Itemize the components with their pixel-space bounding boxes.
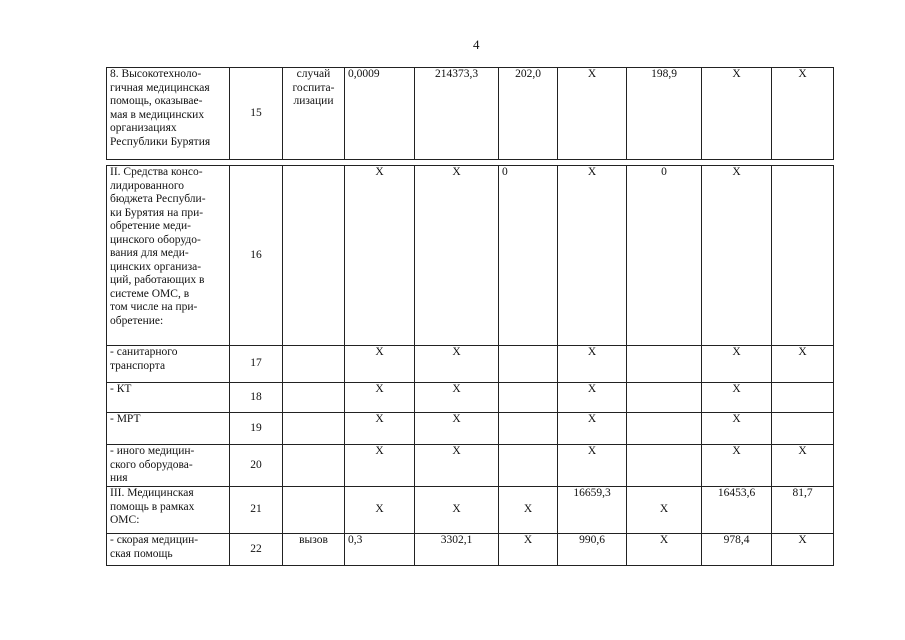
cell: 81,7: [772, 487, 834, 534]
cell: Х: [772, 445, 834, 487]
row-label: - иного медицин- ского оборудова- ния: [107, 445, 230, 487]
cell: Х: [702, 445, 772, 487]
cell: Х: [558, 166, 627, 346]
cell: [499, 413, 558, 445]
cell: 16453,6: [702, 487, 772, 534]
table-row: [107, 166, 834, 346]
table-row: [107, 346, 834, 383]
cell: 0: [499, 166, 558, 346]
row-number: 15: [230, 68, 283, 160]
cell: Х: [415, 166, 499, 346]
cell: Х: [345, 166, 415, 346]
table-row: [107, 413, 834, 445]
cell: [772, 166, 834, 346]
table-row: [107, 487, 834, 534]
row-label: - КТ: [107, 383, 230, 413]
cell: 0,0009: [345, 68, 415, 160]
unit-cell: [283, 166, 345, 346]
cell: Х: [345, 445, 415, 487]
cell: Х: [415, 487, 499, 534]
cell: Х: [345, 487, 415, 534]
unit-cell: [283, 487, 345, 534]
unit-cell: вызов: [283, 534, 345, 566]
cell: [627, 445, 702, 487]
cell: [627, 413, 702, 445]
row-number: 19: [230, 413, 283, 445]
row-number: 17: [230, 346, 283, 383]
unit-cell: [283, 413, 345, 445]
cell: Х: [558, 68, 627, 160]
cell: Х: [558, 383, 627, 413]
cell: Х: [345, 413, 415, 445]
table-row: [107, 383, 834, 413]
cell: Х: [702, 346, 772, 383]
cell: Х: [558, 413, 627, 445]
cell: Х: [415, 383, 499, 413]
row-number: 22: [230, 534, 283, 566]
unit-cell: [283, 383, 345, 413]
table-row: [107, 445, 834, 487]
cell: Х: [702, 68, 772, 160]
cell: 16659,3: [558, 487, 627, 534]
cell: Х: [345, 383, 415, 413]
cell: Х: [558, 445, 627, 487]
cell: [772, 383, 834, 413]
table-part-2: [106, 165, 834, 566]
cell: Х: [415, 346, 499, 383]
row-label: - скорая медицин- ская помощь: [107, 534, 230, 566]
page-number: 4: [473, 37, 480, 52]
cell: Х: [702, 166, 772, 346]
cell: Х: [627, 534, 702, 566]
row-number: 21: [230, 487, 283, 534]
table-row: [107, 68, 834, 160]
cell: Х: [415, 445, 499, 487]
cell: 214373,3: [415, 68, 499, 160]
cell: Х: [772, 534, 834, 566]
unit-cell: случай госпита- лизации: [283, 68, 345, 160]
cell: Х: [772, 346, 834, 383]
cell: 0,3: [345, 534, 415, 566]
cell: [772, 413, 834, 445]
cell: 202,0: [499, 68, 558, 160]
unit-cell: [283, 346, 345, 383]
cell: 198,9: [627, 68, 702, 160]
cell: Х: [499, 487, 558, 534]
row-label: 8. Высокотехноло- гичная медицинская помощь, оказывае- мая в медицинских организациях Республики Бурятия: [107, 68, 230, 160]
cell: Х: [702, 383, 772, 413]
row-number: 16: [230, 166, 283, 346]
cell: Х: [702, 413, 772, 445]
cell: [499, 383, 558, 413]
cell: [499, 346, 558, 383]
cell: 978,4: [702, 534, 772, 566]
cell: Х: [772, 68, 834, 160]
cell: Х: [415, 413, 499, 445]
table-row: [107, 534, 834, 566]
cell: 990,6: [558, 534, 627, 566]
cell: Х: [499, 534, 558, 566]
cell: [627, 383, 702, 413]
row-label: II. Средства консо- лидированного бюджета Республи- ки Бурятия на при- обретение меди- цинского оборудо- вания для меди- цинских организа- ций, работающих в системе ОМС, в том числе на при- обретение:: [107, 166, 230, 346]
row-number: 18: [230, 383, 283, 413]
cell: 3302,1: [415, 534, 499, 566]
table-part-1: [106, 67, 834, 160]
cell: 0: [627, 166, 702, 346]
row-label: III. Медицинская помощь в рамках ОМС:: [107, 487, 230, 534]
cell: Х: [345, 346, 415, 383]
row-number: 20: [230, 445, 283, 487]
row-label: - санитарного транспорта: [107, 346, 230, 383]
row-label: - МРТ: [107, 413, 230, 445]
cell: [499, 445, 558, 487]
cell: [627, 346, 702, 383]
cell: Х: [558, 346, 627, 383]
unit-cell: [283, 445, 345, 487]
cell: Х: [627, 487, 702, 534]
